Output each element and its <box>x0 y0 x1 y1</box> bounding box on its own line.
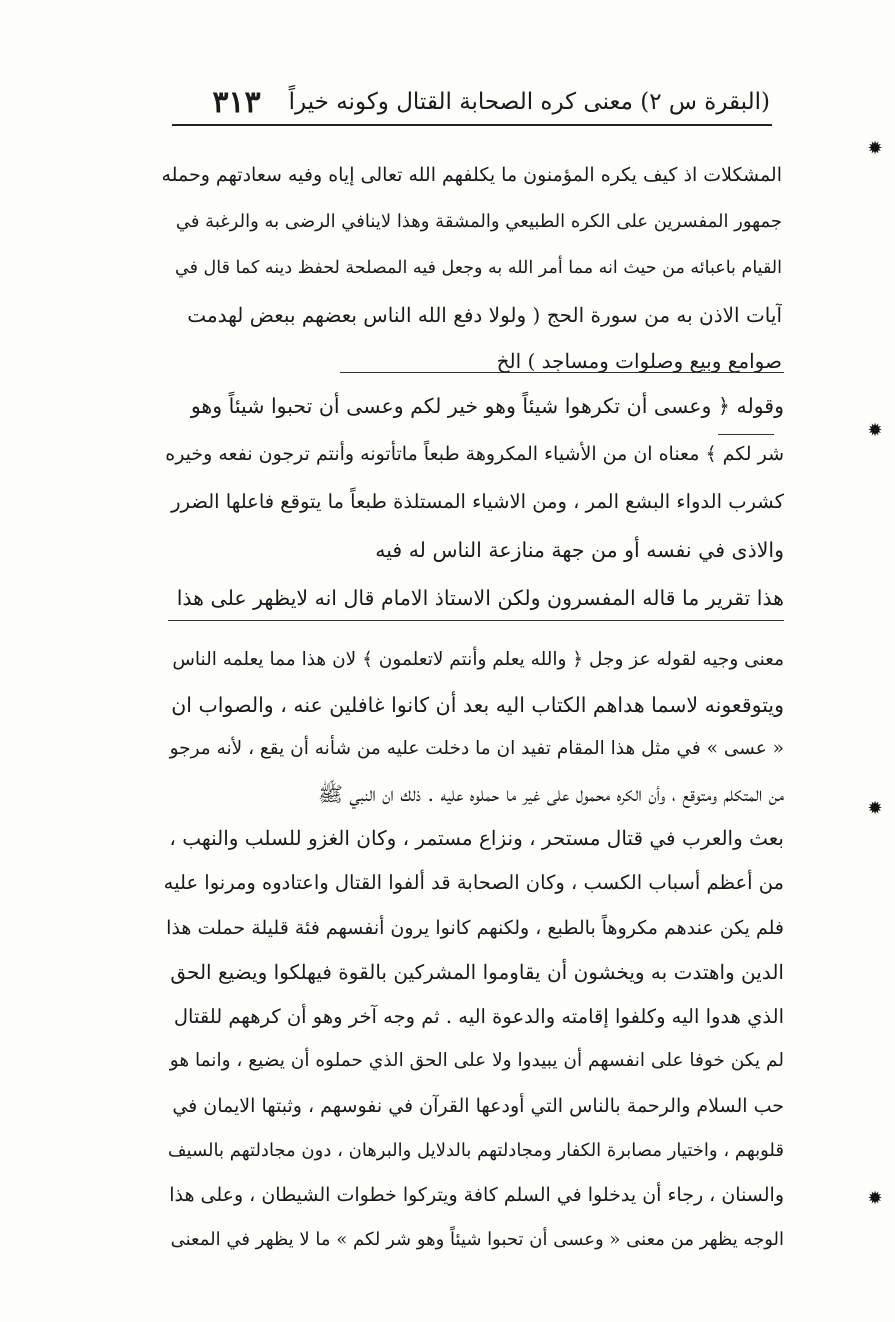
tafsir-line: الوجه يظهر من معنى « وعسى أن تحبوا شيئاً وهو شر لكم » ما لا يظهر في المعنى <box>170 1228 784 1250</box>
page-header <box>170 82 770 122</box>
commentary-block <box>160 152 782 385</box>
verse-explanation-block <box>160 382 784 622</box>
tafsir-line: من أعظم أسباب الكسب ، وكان الصحابة قد ألفوا القتال واعتادوه ومرنوا عليه <box>163 870 784 894</box>
tafsir-line: ويتوقعونه لاسما هداهم الكتاب اليه بعد أن كانوا غافلين عنه ، والصواب ان <box>171 692 784 717</box>
tafsir-line: فلم يكن عندهم مكروهاً بالطبع ، ولكنهم كانوا يرون أنفسهم فئة قليلة حملت هذا <box>166 916 784 939</box>
commentary-line: آيات الاذن به من سورة الحج ( ولولا دفع الله الناس بعضهم ببعض لهدمت <box>187 302 782 327</box>
tafsir-line: « عسى » في مثل هذا المقام تفيد ان ما دخلت عليه من شأنه أن يقع ، لأنه مرجو <box>169 738 784 760</box>
commentary-line: المشكلات اذ كيف يكره المؤمنون ما يكلفهم الله تعالى إياه وفيه سعادتهم وحمله <box>161 164 782 186</box>
header-rule <box>172 124 772 126</box>
tafsir-line: بعث والعرب في قتال مستحر ، ونزاع مستمر ، وكان الغزو للسلب والنهب ، <box>169 826 784 851</box>
tafsir-line: قلوبهم ، واختيار مصابرة الكفار ومجادلتهم بالدلايل والبرهان ، دون مجادلتهم بالسيف <box>167 1139 784 1161</box>
tafsir-line: من المتكلم ومتوقع ، وأن الكره محمول على غير ما حملوه عليه . ذلك ان النبي ﷺ <box>318 781 784 806</box>
binding-hole-mark-icon: ✹ <box>867 420 883 441</box>
tafsir-line: لم يكن خوفا على انفسهم أن يبيدوا ولا على الحق الذي حملوه أن يضيع ، وانما هو <box>169 1050 784 1072</box>
page-number: ٣١٣ <box>212 84 261 120</box>
binding-hole-mark-icon: ✹ <box>867 1188 883 1209</box>
verse-line: والاذى في نفسه أو من جهة منازعة الناس له فيه <box>375 538 784 562</box>
binding-hole-mark-icon: ✹ <box>867 138 883 159</box>
commentary-line: جمهور المفسرين على الكره الطبيعي والمشقة وهذا لاينافي الرضى به والرغبة في <box>175 210 782 232</box>
binding-hole-mark-icon: ✹ <box>867 798 883 819</box>
verse-line: شر لكم ﴾ معناه ان من الأشياء المكروهة طبعاً ماتأتونه وأنتم ترجون نفعه وخيره <box>165 443 784 465</box>
tafsir-line: معنى وجيه لقوله عز وجل ﴿ والله يعلم وأنتم لاتعلمون ﴾ لان هذا مما يعلمه الناس <box>172 649 784 670</box>
verse-line: كشرب الدواء البشع المر ، ومن الاشياء المستلذة طبعاً ما يتوقع فاعلها الضرر <box>171 490 784 513</box>
tafsir-line: حب السلام والرحمة بالناس التي أودعها القرآن في نفوسهم ، وثبتها الايمان في <box>172 1094 784 1117</box>
verse-line: هذا تقرير ما قاله المفسرون ولكن الاستاذ الامام قال انه لايظهر على هذا <box>176 586 784 610</box>
short-divider <box>718 434 774 435</box>
tafsir-line: الدين واهتدت به ويخشون أن يقاوموا المشركين بالقوة فيهلكوا ويضيع الحق <box>170 960 784 985</box>
verse-line: وقوله ﴿ وعسى أن تكرهوا شيئاً وهو خير لكم وعسى أن تحبوا شيئاً وهو <box>190 394 784 418</box>
tafsir-line: الذي هدوا اليه وكلفوا إقامته والدعوة اليه . ثم وجه آخر وهو أن كرههم للقتال <box>173 1004 784 1028</box>
tafsir-block <box>160 638 784 1262</box>
commentary-line: القيام باعبائه من حيث انه مما أمر الله به وجعل فيه المصلحة لحفظ دينه كما قال في <box>175 258 782 278</box>
section-divider-lower <box>168 620 784 621</box>
running-title: (البقرة س ٢) معنى كره الصحابة القتال وكونه خيراً <box>288 89 770 115</box>
section-divider <box>340 372 784 373</box>
commentary-line: صوامع وبيع وصلوات ومساجد ) الخ <box>496 349 782 373</box>
tafsir-line: والسنان ، رجاء أن يدخلوا في السلم كافة ويتركوا خطوات الشيطان ، وعلى هذا <box>169 1184 784 1207</box>
